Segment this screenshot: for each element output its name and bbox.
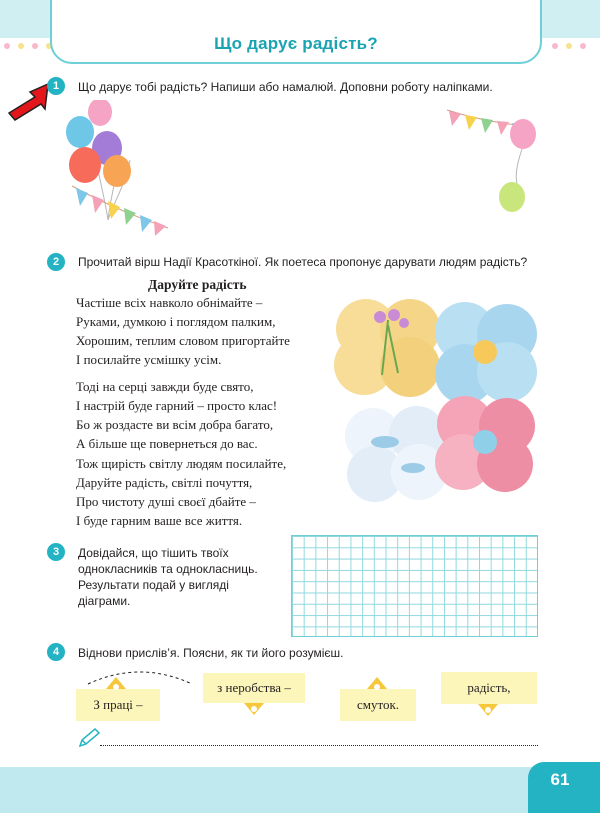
poem-line: Тоді на серці завжди буде свято, [76, 379, 254, 394]
task-3-line: діаграми. [78, 594, 131, 608]
task-4-text: Віднови прислів’я. Поясни, як ти його розумієш. [78, 646, 344, 660]
card-marker-dot [251, 706, 257, 712]
poem-stanza [76, 377, 277, 453]
poem-line: Руками, думкою і поглядом палким, [76, 314, 276, 329]
footer-band [0, 767, 600, 813]
task-2-text: Прочитай вірш Надії Красоткіної. Як поетеса пропонує дарувати людям радість? [78, 255, 528, 269]
poem-line: Хорошим, теплим словом пригортайте [76, 333, 290, 348]
task-3-line: Результати подай у вигляді [78, 578, 229, 592]
proverb-card[interactable]: радість, [441, 672, 537, 704]
header-dots-right [552, 36, 594, 48]
poem-line: Про чистоту душі своєї дбайте – [76, 494, 256, 509]
page-number: 61 [550, 770, 570, 789]
poem-line: І буде гарним ваше все життя. [76, 513, 243, 528]
pencil-icon [76, 726, 102, 750]
poem-line: Частіше всіх навколо обнімайте – [76, 295, 263, 310]
task-number-1: 1 [47, 77, 65, 95]
poem-stanza [76, 454, 286, 530]
task-number-3: 3 [47, 543, 65, 561]
proverb-card[interactable]: смуток. [340, 689, 416, 721]
red-arrow-icon [4, 80, 52, 124]
poem-line: Тож щирість світлу людям посилайте, [76, 456, 287, 471]
page-title: Що дарує радість? [214, 34, 378, 53]
task-1-text: Що дарує тобі радість? Напиши або намалюй. Доповни роботу наліпками. [78, 80, 493, 94]
task-number-2: 2 [47, 253, 65, 271]
proverb-card[interactable]: з неробства – [203, 673, 305, 703]
heart-flowers-image [333, 290, 545, 520]
task-3-line: Довідайся, що тішить твоїх [78, 546, 229, 560]
connector-arc [80, 662, 200, 692]
task-number-4: 4 [47, 643, 65, 661]
header-tab [50, 0, 542, 64]
poem-title: Даруйте радість [148, 277, 247, 292]
task-3-line: однокласників та однокласниць. [78, 562, 258, 576]
card-marker-dot [374, 684, 380, 690]
card-marker-dot [113, 684, 119, 690]
card-marker-dot [485, 707, 491, 713]
poem-line: Бо ж роздасте ви всім добра багато, [76, 417, 274, 432]
bunting-balloons-icon [445, 104, 540, 219]
poem-stanza [76, 293, 290, 369]
bunting-icon [70, 182, 170, 237]
poem-line: А більше ще повернеться до вас. [76, 436, 258, 451]
answer-line[interactable] [100, 745, 538, 746]
poem-line: І посилайте усмішку усім. [76, 352, 222, 367]
diagram-grid[interactable] [291, 535, 538, 637]
proverb-card[interactable]: З праці – [76, 689, 160, 721]
poem-line: Даруйте радість, світлі почуття, [76, 475, 253, 490]
poem-line: І настрій буде гарний – просто клас! [76, 398, 278, 413]
task-3-text [78, 545, 283, 609]
